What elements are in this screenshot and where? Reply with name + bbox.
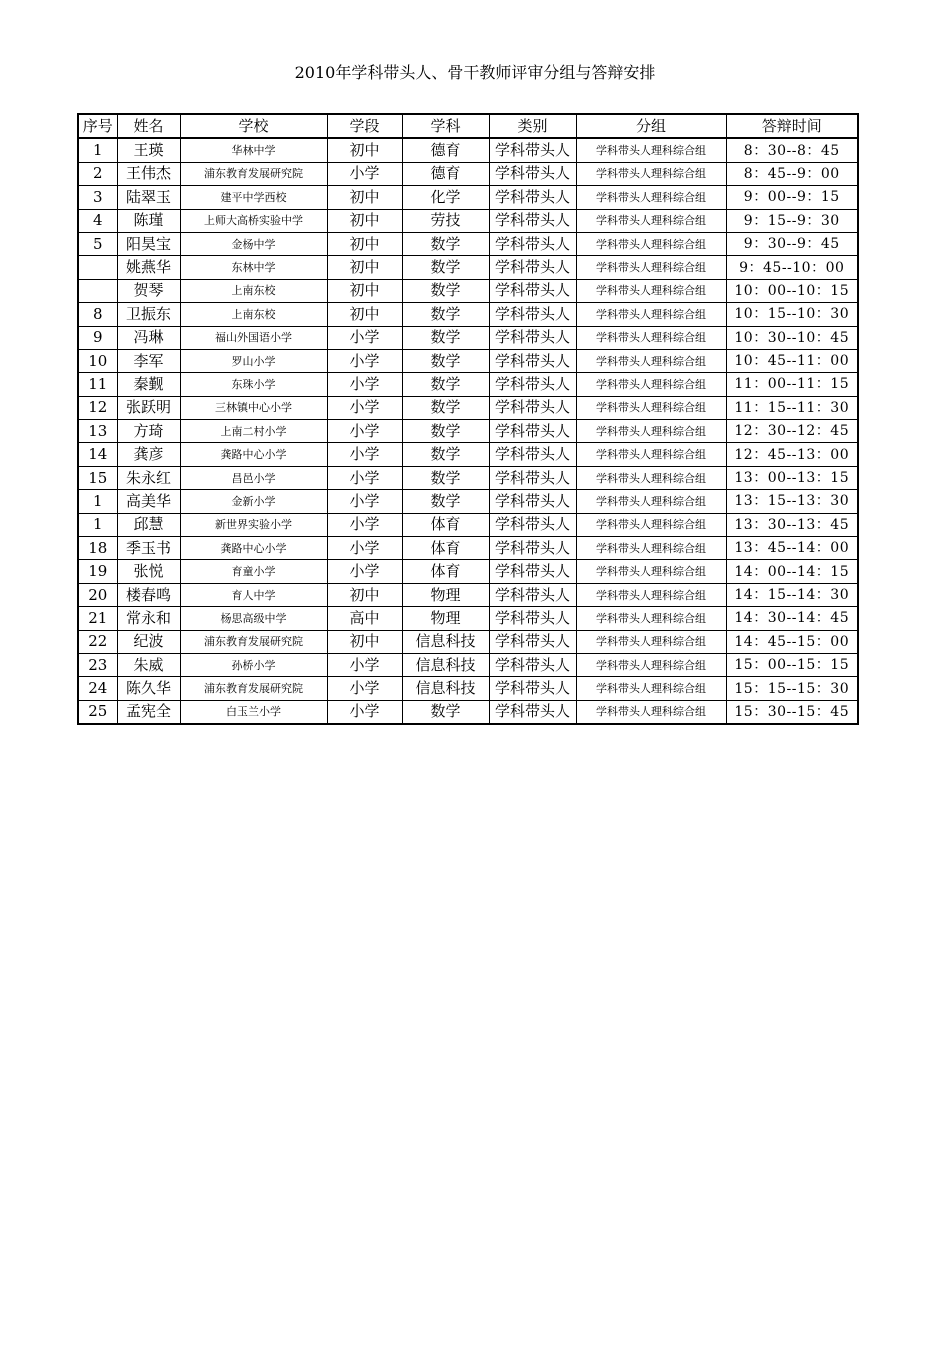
review-group-cell: 学科带头人理科综合组 [576, 653, 726, 676]
subject-cell: 数学 [402, 279, 489, 302]
category-cell: 学科带头人 [489, 326, 576, 349]
school-name-cell: 育童小学 [180, 560, 327, 583]
table-row [78, 513, 858, 536]
school-name-cell: 白玉兰小学 [180, 700, 327, 724]
row-index-cell: 23 [78, 653, 117, 676]
teacher-name-cell: 高美华 [117, 490, 180, 513]
row-index-cell: 25 [78, 700, 117, 724]
subject-cell: 数学 [402, 700, 489, 724]
teacher-name-cell: 常永和 [117, 607, 180, 630]
category-cell: 学科带头人 [489, 232, 576, 255]
defense-time-cell: 12：45--13：00 [726, 443, 858, 466]
category-cell: 学科带头人 [489, 209, 576, 232]
subject-cell: 数学 [402, 349, 489, 372]
review-group-cell: 学科带头人理科综合组 [576, 630, 726, 653]
review-group-cell: 学科带头人理科综合组 [576, 326, 726, 349]
row-index-cell [78, 279, 117, 302]
review-group-cell: 学科带头人理科综合组 [576, 186, 726, 209]
table-row [78, 537, 858, 560]
row-index-cell: 21 [78, 607, 117, 630]
category-cell: 学科带头人 [489, 443, 576, 466]
defense-time-cell: 14：00--14：15 [726, 560, 858, 583]
review-group-cell: 学科带头人理科综合组 [576, 513, 726, 536]
table-row [78, 443, 858, 466]
category-cell: 学科带头人 [489, 653, 576, 676]
school-stage-cell: 初中 [327, 138, 402, 162]
review-group-cell: 学科带头人理科综合组 [576, 256, 726, 279]
review-group-cell: 学科带头人理科综合组 [576, 396, 726, 419]
table-row [78, 420, 858, 443]
category-cell: 学科带头人 [489, 349, 576, 372]
review-group-cell: 学科带头人理科综合组 [576, 420, 726, 443]
row-index-cell: 9 [78, 326, 117, 349]
subject-cell: 数学 [402, 256, 489, 279]
table-row [78, 209, 858, 232]
header-row [78, 114, 858, 138]
row-index-cell: 14 [78, 443, 117, 466]
table-row [78, 326, 858, 349]
defense-time-cell: 9：15--9：30 [726, 209, 858, 232]
subject-cell: 数学 [402, 303, 489, 326]
school-stage-cell: 初中 [327, 186, 402, 209]
table-row [78, 349, 858, 372]
subject-cell: 德育 [402, 162, 489, 185]
table-row [78, 232, 858, 255]
subject-cell: 信息科技 [402, 653, 489, 676]
review-group-cell: 学科带头人理科综合组 [576, 560, 726, 583]
page-title: 2010年学科带头人、骨干教师评审分组与答辩安排 [294, 63, 656, 82]
school-name-cell: 昌邑小学 [180, 466, 327, 489]
school-name-cell: 建平中学西校 [180, 186, 327, 209]
category-cell: 学科带头人 [489, 466, 576, 489]
subject-cell: 数学 [402, 396, 489, 419]
school-name-cell: 龚路中心小学 [180, 537, 327, 560]
row-index-cell: 1 [78, 513, 117, 536]
schedule-table [77, 113, 859, 725]
header-stage: 学段 [327, 114, 402, 138]
table-row [78, 396, 858, 419]
subject-cell: 数学 [402, 490, 489, 513]
subject-cell: 体育 [402, 560, 489, 583]
row-index-cell: 8 [78, 303, 117, 326]
review-group-cell: 学科带头人理科综合组 [576, 607, 726, 630]
review-group-cell: 学科带头人理科综合组 [576, 537, 726, 560]
teacher-name-cell: 卫振东 [117, 303, 180, 326]
school-name-cell: 新世界实验小学 [180, 513, 327, 536]
school-stage-cell: 小学 [327, 162, 402, 185]
teacher-name-cell: 张悦 [117, 560, 180, 583]
table-row [78, 162, 858, 185]
row-index-cell: 4 [78, 209, 117, 232]
row-index-cell: 1 [78, 138, 117, 162]
category-cell: 学科带头人 [489, 186, 576, 209]
school-name-cell: 东林中学 [180, 256, 327, 279]
teacher-name-cell: 姚燕华 [117, 256, 180, 279]
defense-time-cell: 12：30--12：45 [726, 420, 858, 443]
defense-time-cell: 15：30--15：45 [726, 700, 858, 724]
school-name-cell: 金杨中学 [180, 232, 327, 255]
header-time: 答辩时间 [726, 114, 858, 138]
header-school: 学校 [180, 114, 327, 138]
category-cell: 学科带头人 [489, 583, 576, 606]
table-row [78, 279, 858, 302]
teacher-name-cell: 王伟杰 [117, 162, 180, 185]
school-name-cell: 龚路中心小学 [180, 443, 327, 466]
review-group-cell: 学科带头人理科综合组 [576, 490, 726, 513]
table-row [78, 700, 858, 724]
row-index-cell: 1 [78, 490, 117, 513]
teacher-name-cell: 陆翠玉 [117, 186, 180, 209]
row-index-cell: 24 [78, 677, 117, 700]
table-row [78, 583, 858, 606]
table-body [78, 138, 858, 724]
subject-cell: 物理 [402, 607, 489, 630]
school-stage-cell: 初中 [327, 583, 402, 606]
school-name-cell: 浦东教育发展研究院 [180, 162, 327, 185]
table-row [78, 607, 858, 630]
school-name-cell: 育人中学 [180, 583, 327, 606]
teacher-name-cell: 朱永红 [117, 466, 180, 489]
defense-time-cell: 11：15--11：30 [726, 396, 858, 419]
school-stage-cell: 小学 [327, 490, 402, 513]
table-row [78, 138, 858, 162]
defense-time-cell: 13：00--13：15 [726, 466, 858, 489]
defense-time-cell: 10：30--10：45 [726, 326, 858, 349]
row-index-cell: 11 [78, 373, 117, 396]
row-index-cell: 12 [78, 396, 117, 419]
school-stage-cell: 小学 [327, 653, 402, 676]
review-group-cell: 学科带头人理科综合组 [576, 349, 726, 372]
row-index-cell: 18 [78, 537, 117, 560]
school-stage-cell: 初中 [327, 303, 402, 326]
row-index-cell: 10 [78, 349, 117, 372]
teacher-name-cell: 龚彦 [117, 443, 180, 466]
subject-cell: 数学 [402, 373, 489, 396]
teacher-name-cell: 贺琴 [117, 279, 180, 302]
header-index: 序号 [78, 114, 117, 138]
defense-time-cell: 13：45--14：00 [726, 537, 858, 560]
subject-cell: 数学 [402, 232, 489, 255]
review-group-cell: 学科带头人理科综合组 [576, 373, 726, 396]
school-name-cell: 上师大高桥实验中学 [180, 209, 327, 232]
defense-time-cell: 10：15--10：30 [726, 303, 858, 326]
category-cell: 学科带头人 [489, 279, 576, 302]
review-group-cell: 学科带头人理科综合组 [576, 162, 726, 185]
school-stage-cell: 小学 [327, 326, 402, 349]
category-cell: 学科带头人 [489, 303, 576, 326]
school-stage-cell: 小学 [327, 349, 402, 372]
table-row [78, 186, 858, 209]
school-name-cell: 浦东教育发展研究院 [180, 630, 327, 653]
defense-time-cell: 10：00--10：15 [726, 279, 858, 302]
teacher-name-cell: 张跃明 [117, 396, 180, 419]
review-group-cell: 学科带头人理科综合组 [576, 583, 726, 606]
school-name-cell: 上南东校 [180, 303, 327, 326]
row-index-cell: 13 [78, 420, 117, 443]
teacher-name-cell: 季玉书 [117, 537, 180, 560]
teacher-name-cell: 冯琳 [117, 326, 180, 349]
subject-cell: 信息科技 [402, 677, 489, 700]
defense-time-cell: 8：45--9：00 [726, 162, 858, 185]
review-group-cell: 学科带头人理科综合组 [576, 443, 726, 466]
subject-cell: 数学 [402, 443, 489, 466]
teacher-name-cell: 陈瑾 [117, 209, 180, 232]
school-stage-cell: 小学 [327, 466, 402, 489]
subject-cell: 体育 [402, 513, 489, 536]
category-cell: 学科带头人 [489, 420, 576, 443]
school-stage-cell: 小学 [327, 443, 402, 466]
category-cell: 学科带头人 [489, 396, 576, 419]
school-stage-cell: 小学 [327, 700, 402, 724]
school-stage-cell: 小学 [327, 537, 402, 560]
subject-cell: 物理 [402, 583, 489, 606]
review-group-cell: 学科带头人理科综合组 [576, 303, 726, 326]
school-name-cell: 孙桥小学 [180, 653, 327, 676]
review-group-cell: 学科带头人理科综合组 [576, 232, 726, 255]
table-row [78, 256, 858, 279]
subject-cell: 数学 [402, 466, 489, 489]
subject-cell: 劳技 [402, 209, 489, 232]
category-cell: 学科带头人 [489, 138, 576, 162]
teacher-name-cell: 朱威 [117, 653, 180, 676]
row-index-cell: 2 [78, 162, 117, 185]
defense-time-cell: 10：45--11：00 [726, 349, 858, 372]
teacher-name-cell: 陈久华 [117, 677, 180, 700]
table-row [78, 373, 858, 396]
teacher-name-cell: 邱慧 [117, 513, 180, 536]
defense-time-cell: 14：45--15：00 [726, 630, 858, 653]
school-name-cell: 福山外国语小学 [180, 326, 327, 349]
school-name-cell: 华林中学 [180, 138, 327, 162]
row-index-cell [78, 256, 117, 279]
school-stage-cell: 小学 [327, 560, 402, 583]
row-index-cell: 15 [78, 466, 117, 489]
teacher-name-cell: 秦觐 [117, 373, 180, 396]
school-stage-cell: 小学 [327, 373, 402, 396]
header-category: 类别 [489, 114, 576, 138]
category-cell: 学科带头人 [489, 513, 576, 536]
review-group-cell: 学科带头人理科综合组 [576, 677, 726, 700]
subject-cell: 信息科技 [402, 630, 489, 653]
review-group-cell: 学科带头人理科综合组 [576, 700, 726, 724]
defense-time-cell: 11：00--11：15 [726, 373, 858, 396]
school-name-cell: 杨思高级中学 [180, 607, 327, 630]
teacher-name-cell: 王瑛 [117, 138, 180, 162]
row-index-cell: 20 [78, 583, 117, 606]
school-name-cell: 东珠小学 [180, 373, 327, 396]
school-name-cell: 罗山小学 [180, 349, 327, 372]
table-row [78, 560, 858, 583]
subject-cell: 体育 [402, 537, 489, 560]
category-cell: 学科带头人 [489, 630, 576, 653]
defense-time-cell: 14：30--14：45 [726, 607, 858, 630]
table-row [78, 653, 858, 676]
table-row [78, 303, 858, 326]
school-stage-cell: 初中 [327, 232, 402, 255]
teacher-name-cell: 楼春鸣 [117, 583, 180, 606]
category-cell: 学科带头人 [489, 256, 576, 279]
subject-cell: 化学 [402, 186, 489, 209]
teacher-name-cell: 阳昊宝 [117, 232, 180, 255]
category-cell: 学科带头人 [489, 700, 576, 724]
header-name: 姓名 [117, 114, 180, 138]
category-cell: 学科带头人 [489, 607, 576, 630]
category-cell: 学科带头人 [489, 162, 576, 185]
school-stage-cell: 小学 [327, 677, 402, 700]
table-row [78, 490, 858, 513]
defense-time-cell: 9：45--10：00 [726, 256, 858, 279]
school-stage-cell: 高中 [327, 607, 402, 630]
header-group: 分组 [576, 114, 726, 138]
teacher-name-cell: 孟宪全 [117, 700, 180, 724]
school-stage-cell: 初中 [327, 279, 402, 302]
row-index-cell: 22 [78, 630, 117, 653]
defense-time-cell: 15：15--15：30 [726, 677, 858, 700]
table-row [78, 677, 858, 700]
subject-cell: 数学 [402, 326, 489, 349]
defense-time-cell: 14：15--14：30 [726, 583, 858, 606]
school-name-cell: 上南东校 [180, 279, 327, 302]
school-stage-cell: 初中 [327, 630, 402, 653]
defense-time-cell: 13：15--13：30 [726, 490, 858, 513]
defense-time-cell: 13：30--13：45 [726, 513, 858, 536]
school-name-cell: 三林镇中心小学 [180, 396, 327, 419]
category-cell: 学科带头人 [489, 537, 576, 560]
school-stage-cell: 小学 [327, 396, 402, 419]
teacher-name-cell: 方琦 [117, 420, 180, 443]
defense-time-cell: 9：30--9：45 [726, 232, 858, 255]
subject-cell: 德育 [402, 138, 489, 162]
defense-time-cell: 8：30--8：45 [726, 138, 858, 162]
review-group-cell: 学科带头人理科综合组 [576, 279, 726, 302]
school-name-cell: 上南二村小学 [180, 420, 327, 443]
review-group-cell: 学科带头人理科综合组 [576, 209, 726, 232]
school-name-cell: 金新小学 [180, 490, 327, 513]
table-row [78, 630, 858, 653]
school-stage-cell: 小学 [327, 420, 402, 443]
teacher-name-cell: 纪波 [117, 630, 180, 653]
teacher-name-cell: 李军 [117, 349, 180, 372]
school-stage-cell: 初中 [327, 256, 402, 279]
defense-time-cell: 9：00--9：15 [726, 186, 858, 209]
category-cell: 学科带头人 [489, 560, 576, 583]
header-subject: 学科 [402, 114, 489, 138]
school-stage-cell: 小学 [327, 513, 402, 536]
row-index-cell: 3 [78, 186, 117, 209]
subject-cell: 数学 [402, 420, 489, 443]
defense-time-cell: 15：00--15：15 [726, 653, 858, 676]
category-cell: 学科带头人 [489, 677, 576, 700]
row-index-cell: 5 [78, 232, 117, 255]
category-cell: 学科带头人 [489, 373, 576, 396]
review-group-cell: 学科带头人理科综合组 [576, 138, 726, 162]
table-row [78, 466, 858, 489]
category-cell: 学科带头人 [489, 490, 576, 513]
row-index-cell: 19 [78, 560, 117, 583]
review-group-cell: 学科带头人理科综合组 [576, 466, 726, 489]
school-name-cell: 浦东教育发展研究院 [180, 677, 327, 700]
school-stage-cell: 初中 [327, 209, 402, 232]
